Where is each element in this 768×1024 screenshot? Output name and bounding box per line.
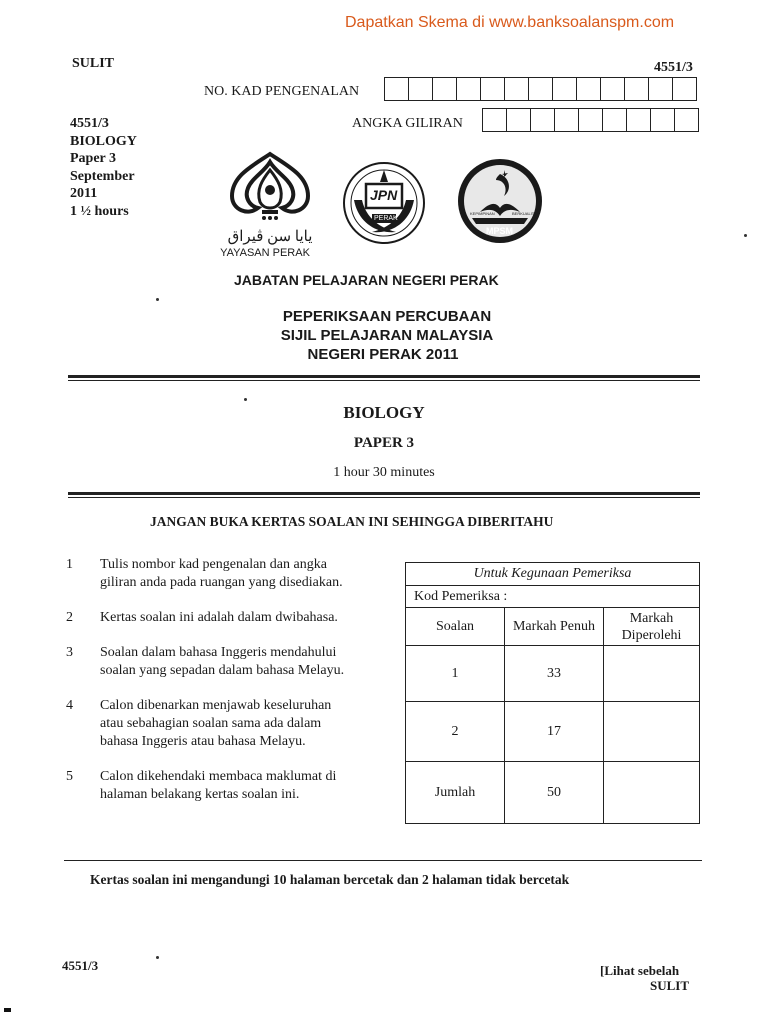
jpn-logo-text: JPN	[370, 187, 398, 203]
paper-title: PAPER 3	[353, 435, 415, 451]
exam-title	[0, 307, 768, 364]
instruction-line: atau sebahagian soalan sama ada dalam	[100, 716, 322, 731]
mpsm-logo-right: BERKUALITI	[512, 211, 536, 216]
scan-speck	[156, 298, 159, 301]
ic-label: NO. KAD PENGENALAN	[204, 84, 360, 99]
mid-divider	[68, 492, 700, 498]
row-diperolehi[interactable]	[604, 762, 700, 824]
jpn-logo-sub: PERAK	[374, 215, 398, 222]
instruction-line: Tulis nombor kad pengenalan dan angka	[100, 557, 327, 572]
instruction-line: Kertas soalan ini adalah dalam dwibahasa.	[100, 610, 338, 625]
instruction-number: 3	[66, 645, 73, 660]
row-soalan: 1	[406, 646, 505, 702]
instruction-line: halaman belakang kertas soalan ini.	[100, 787, 300, 802]
header-markah-penuh: Markah Penuh	[505, 608, 604, 646]
top-divider	[68, 375, 700, 381]
instruction-number: 4	[66, 698, 73, 713]
mpsm-logo-text: MPSM	[486, 226, 513, 236]
paper-subject: BIOLOGY	[70, 133, 137, 149]
footer-next-page: [Lihat sebelah	[600, 963, 680, 978]
paper-info	[70, 115, 137, 220]
instruction-item	[66, 644, 396, 680]
instruction-item	[66, 556, 396, 592]
watermark-link[interactable]: Dapatkan Skema di www.banksoalanspm.com	[345, 14, 675, 31]
paper-year: 2011	[70, 186, 98, 201]
instruction-number: 1	[66, 557, 73, 572]
table-row	[406, 762, 700, 824]
warning-text: JANGAN BUKA KERTAS SOALAN INI SEHINGGA DIBERITAHU	[150, 514, 554, 529]
yayasan-perak-logo	[222, 150, 318, 260]
exam-title-line-1: PEPERIKSAAN PERCUBAAN	[282, 308, 492, 325]
row-penuh: 17	[505, 702, 604, 762]
instruction-number: 5	[66, 769, 73, 784]
header-markah-diperolehi: Markah Diperolehi	[604, 608, 700, 646]
jpn-perak-logo	[336, 160, 432, 246]
scan-speck	[244, 398, 247, 401]
instruction-line: soalan yang sepadan dalam bahasa Melayu.	[100, 663, 345, 678]
yayasan-arabic: يايا سن ڤيراق	[227, 229, 313, 245]
instruction-item	[66, 768, 396, 804]
instruction-line: Calon dibenarkan menjawab keseluruhan	[100, 698, 332, 713]
ic-number-boxes[interactable]	[384, 77, 697, 101]
scan-speck	[744, 234, 747, 237]
row-penuh: 33	[505, 646, 604, 702]
row-diperolehi[interactable]	[604, 646, 700, 702]
instruction-line: Soalan dalam bahasa Inggeris mendahului	[100, 645, 337, 660]
instruction-line: Calon dikehendaki membaca maklumat di	[100, 769, 337, 784]
subject-title: BIOLOGY	[343, 403, 425, 422]
paper-code: 4551/3	[70, 116, 109, 131]
page-count-note: Kertas soalan ini mengandungi 10 halaman bercetak dan 2 halaman tidak bercetak	[90, 872, 570, 887]
row-soalan: 2	[406, 702, 505, 762]
instructions-list	[66, 556, 396, 804]
mpsm-logo	[452, 158, 548, 244]
row-soalan: Jumlah	[406, 762, 505, 824]
bottom-divider	[64, 860, 702, 861]
paper-month: September	[70, 168, 135, 184]
paper-duration: 1 ½ hours	[70, 203, 129, 219]
sulit-top: SULIT	[72, 56, 115, 71]
angka-label: ANGKA GILIRAN	[352, 116, 463, 131]
scan-speck	[4, 1008, 11, 1012]
examiner-table-title: Untuk Kegunaan Pemeriksa	[406, 563, 700, 586]
scan-speck	[156, 956, 159, 959]
instruction-item	[66, 697, 396, 751]
exam-title-line-2: SIJIL PELAJARAN MALAYSIA	[280, 327, 494, 344]
instruction-number: 2	[66, 610, 73, 625]
examiner-table	[405, 562, 700, 824]
jpn-emblem-icon	[336, 160, 432, 246]
table-row	[406, 702, 700, 762]
yayasan-label: YAYASAN PERAK	[220, 247, 310, 259]
angka-giliran-boxes[interactable]	[482, 108, 699, 132]
header-soalan: Soalan	[406, 608, 505, 646]
kod-pemeriksa: Kod Pemeriksa :	[406, 586, 700, 608]
code-top: 4551/3	[654, 60, 693, 75]
paper-number: Paper 3	[70, 151, 117, 166]
instruction-item	[66, 609, 396, 627]
exam-duration: 1 hour 30 minutes	[333, 465, 435, 480]
department-title: JABATAN PELAJARAN NEGERI PERAK	[234, 272, 499, 288]
mpsm-logo-left: KEPIMPINAN	[470, 211, 495, 216]
instruction-line: bahasa Inggeris atau bahasa Melayu.	[100, 734, 306, 749]
row-penuh: 50	[505, 762, 604, 824]
yayasan-emblem-icon	[222, 150, 318, 222]
instruction-line: giliran anda pada ruangan yang disediakan.	[100, 575, 343, 590]
table-row	[406, 646, 700, 702]
exam-title-line-3: NEGERI PERAK 2011	[307, 346, 459, 363]
footer-code: 4551/3	[62, 958, 99, 973]
row-diperolehi[interactable]	[604, 702, 700, 762]
footer-sulit: SULIT	[650, 978, 690, 993]
